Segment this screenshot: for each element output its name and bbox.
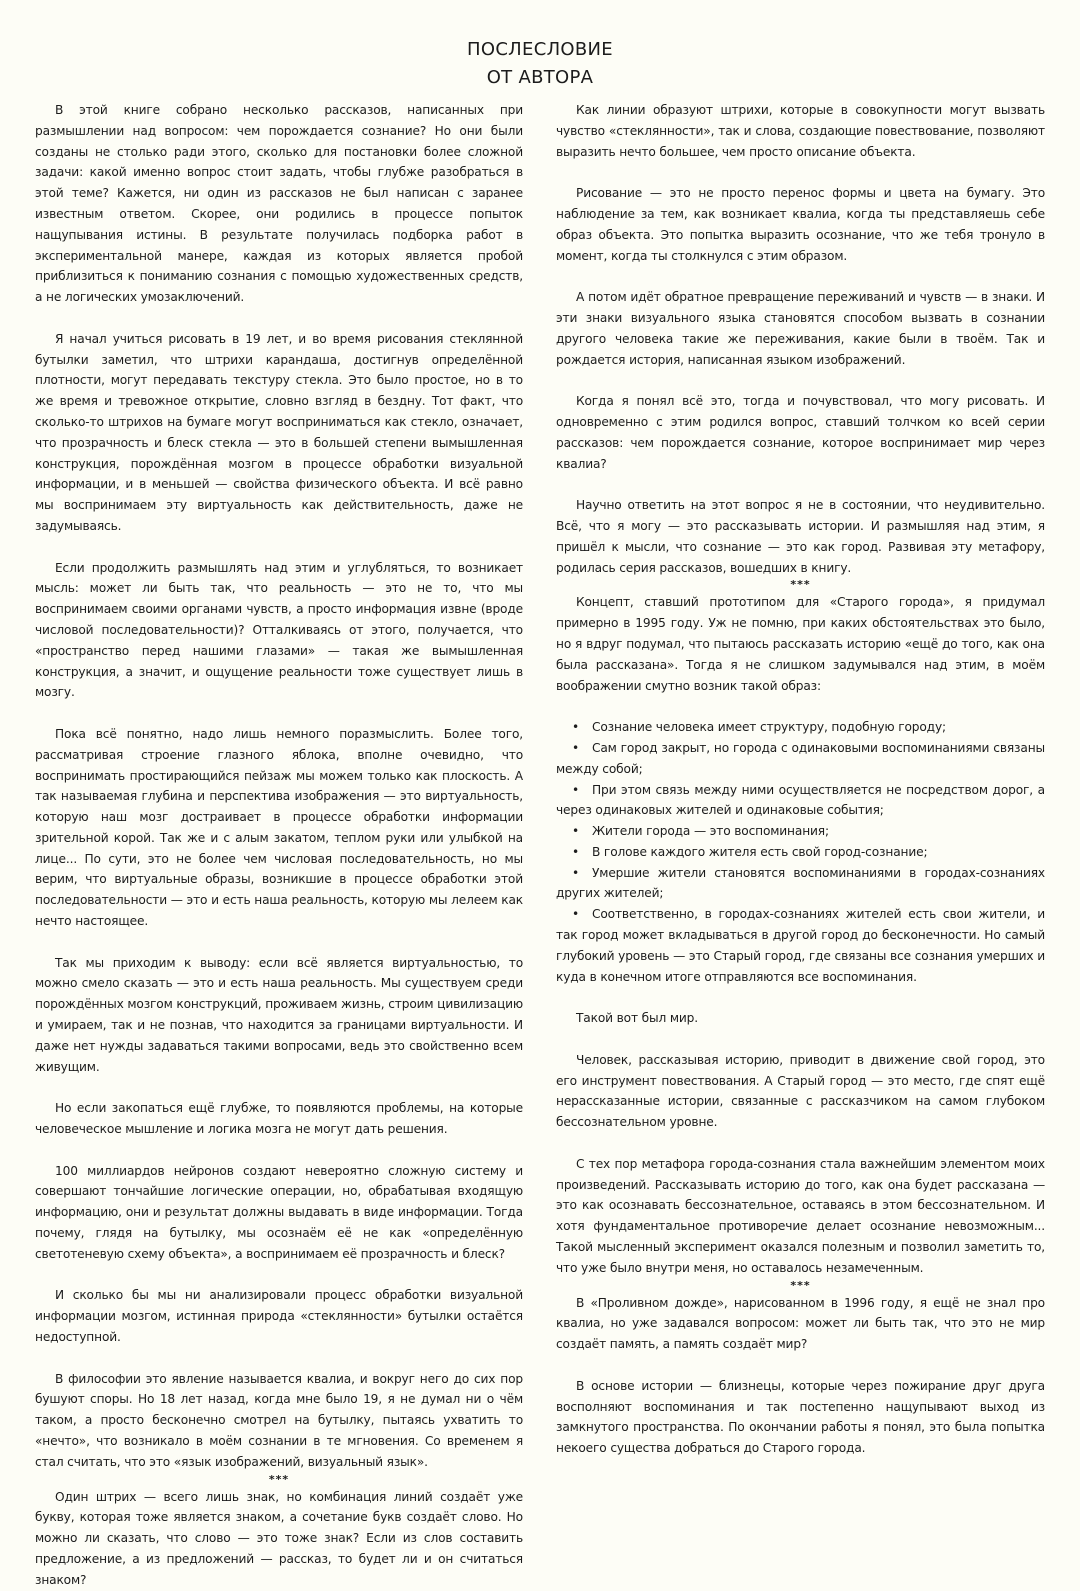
paragraph: В основе истории — близнецы, которые через пожирание друг друга восполняют воспоминания и так постепенно нащупывают выход из замкнутого пространства. По окончании работы я понял, это была попытка некоего существа добраться до Старого города. — [556, 1378, 1045, 1456]
list-item: • Сознание человека имеет структуру, подобную городу; — [556, 717, 1045, 738]
list-item: • В голове каждого жителя есть свой город-сознание; — [556, 842, 1045, 863]
paragraph: В «Проливном дожде», нарисованном в 1996 году, я ещё не знал про квалиа, но уже задавался вопросом: может ли быть так, что это не мир создаёт память, а память создаёт мир? — [556, 1295, 1045, 1352]
section-separator: *** — [790, 578, 811, 592]
paragraph: С тех пор метафора города-сознания стала важнейшим элементом моих произведений. Рассказывать историю до того, как она будет рассказана — это как осознавать бессознательное, оставаясь в этом бессознательном. И хотя фундаментальное противоречие делает осознание невозможным... Такой мысленный эксперимент оказался полезным и позволил заметить то, что уже было внутри меня, но оставалось незамеченным. — [556, 1156, 1045, 1275]
paragraph: И сколько бы мы ни анализировали процесс обработки визуальной информации мозгом, истинная природа «стеклянности» бутылки остаётся недоступной. — [35, 1288, 523, 1345]
title-line-2: ОТ АВТОРА — [486, 67, 594, 88]
bullet-icon: • — [572, 824, 580, 839]
paragraph: Человек, рассказывая историю, приводит в движение свой город, это его инструмент повествования. А Старый город — это место, где спят ещё нерассказанные истории, связанные с рассказчиком на самом глубоком бессознательном уровне. — [556, 1052, 1045, 1130]
paragraph: Такой вот был мир. — [576, 1011, 698, 1026]
paragraph: 100 миллиардов нейронов создают невероятно сложную систему и совершают тончайшие логические операции, но, обрабатывая входящую информацию, они и результат должны выдавать в виде информации. Тогда почему, глядя на бутылку, мы осознаём её не как «определённую светотеневую схему объекта», а воспринимаем её прозрачность и блеск? — [35, 1163, 523, 1261]
paragraph: В этой книге собрано несколько рассказов, написанных при размышлении над вопросом: чем порождается сознание? Но они были созданы не столько ради этого, сколько для постановки более сложной задачи: какой именно вопрос стоит задать, чтобы глубже разобраться в этой теме? Кажется, ни один из рассказов не был написан с заранее известным ответом. Скорее, они родились в процессе попыток нащупывания истины. В результате получилась подборка работ в экспериментальной манере, каждая из которых является пробой приблизиться к пониманию сознания с помощью художественных средств, а не логических умозаключений. — [35, 103, 523, 305]
title-line-1: ПОСЛЕСЛОВИЕ — [467, 39, 613, 60]
paragraph: В философии это явление называется квалиа, и вокруг него до сих пор бушуют споры. Но 18 лет назад, когда мне было 19, я не думал ни о чём таком, а просто бесконечно смотрел на бутылку, пытаясь ухватить то «нечто», что возникало в моём сознании в те мгновения. Со временем я стал считать, что это «язык изображений, визуальный язык». — [35, 1371, 523, 1469]
paragraph: Если продолжить размышлять над этим и углубляться, то возникает мысль: может ли быть так, что реальность — это не то, что мы воспринимаем своими органами чувств, а просто информация извне (вроде числовой последовательности)? Отталкиваясь от этого, получается, что «пространство перед нашими глазами» — такая же вымышленная конструкция, а значит, и ощущение реальности тоже существует лишь в мозгу. — [35, 560, 523, 700]
left-column — [35, 100, 523, 1591]
page-title — [0, 36, 1080, 92]
list-item: • Соответственно, в городах-сознаниях жителей есть свои жители, и так город может вкладываться в другой город до бесконечности. Но самый глубокий уровень — это Старый город, где связаны все сознания умерших и куда в конечном итоге отправляются все воспоминания. — [556, 904, 1045, 987]
paragraph: Но если закопаться ещё глубже, то появляются проблемы, на которые человеческое мышление и логика мозга не могут дать решения. — [35, 1101, 523, 1137]
list-item: • Сам город закрыт, но города с одинаковыми воспоминаниями связаны между собой; — [556, 738, 1045, 780]
bullet-icon: • — [572, 844, 580, 859]
list-item: • При этом связь между ними осуществляется не посредством дорог, а через одинаковых жителей и одинаковые события; — [556, 780, 1045, 822]
paragraph: Так мы приходим к выводу: если всё является виртуальностью, то можно смело сказать — это и есть наша реальность. Мы существуем среди порождённых мозгом конструкций, проживаем жизнь, строим цивилизацию и умираем, так и не познав, что находится за границами виртуальности. И даже нет нужды задаваться такими вопросами, ведь это свойственно всем живущим. — [35, 955, 523, 1074]
paragraph: А потом идёт обратное превращение переживаний и чувств — в знаки. И эти знаки визуального языка становятся способом вызвать в сознании другого человека такие же переживания, какие были в твоём. Так и рождается история, написанная языком изображений. — [556, 290, 1045, 367]
right-column — [556, 100, 1045, 1459]
section-separator: *** — [790, 1278, 811, 1292]
concept-list — [556, 717, 1045, 987]
paragraph: Один штрих — всего лишь знак, но комбинация линий создаёт уже букву, которая тоже является знаком, а сочетание букв создаёт слово. Но можно ли сказать, что слово — это тоже знак? Если из слов составить предложение, а из предложений — рассказ, то будет ли и он считаться знаком? — [35, 1489, 523, 1587]
paragraph: Концепт, ставший прототипом для «Старого города», я придумал примерно в 1995 году. Уж не помню, при каких обстоятельствах это было, но я вдруг подумал, что пытаюсь рассказать историю «ещё до того, как она была рассказана». Тогда я не слишком задумывался над этим, в моём воображении смутно возник такой образ: — [556, 595, 1045, 693]
paragraph: Рисование — это не просто перенос формы и цвета на бумагу. Это наблюдение за тем, как возникает квалиа, когда ты представляешь себе образ объекта. Это попытка выразить осознание, что же тебя тронуло в момент, когда ты столкнулся с этим образом. — [556, 186, 1045, 263]
paragraph: Научно ответить на этот вопрос я не в состоянии, что неудивительно. Всё, что я могу — это рассказывать истории. И размышляя над этим, я пришёл к мысли, что сознание — это как город. Развивая эту метафору, родилась серия рассказов, вошедших в книгу. — [556, 498, 1045, 575]
bullet-icon: • — [572, 782, 580, 797]
list-item: • Жители города — это воспоминания; — [556, 821, 1045, 842]
paragraph: Пока всё понятно, надо лишь немного поразмыслить. Более того, рассматривая строение глазного яблока, вполне очевидно, что воспринимать простирающийся пейзаж мы можем только как плоскость. А так называемая глубина и перспектива изображения — это виртуальность, которую наш мозг достраивает в процессе обработки информации зрительной корой. Так же и с алым закатом, теплом руки или улыбкой на лице... По сути, это не более чем числовая последовательность, но мы верим, что виртуальные образы, возникшие в процессе обработки этой последовательности — это и есть наша реальность, которую мы лелеем как нечто настоящее. — [35, 726, 523, 929]
bullet-icon: • — [572, 865, 580, 880]
paragraph: Когда я понял всё это, тогда и почувствовал, что могу рисовать. И одновременно с этим родился вопрос, ставший толчком ко всей серии рассказов: чем порождается сознание, которое воспринимает мир через квалиа? — [556, 394, 1045, 471]
paragraph: Я начал учиться рисовать в 19 лет, и во время рисования стеклянной бутылки заметил, что штрихи карандаша, достигнув определённой плотности, могут передавать текстуру стекла. Это было простое, но в то же время и тревожное открытие, словно взгляд в бездну. Тот факт, что сколько-то штрихов на бумаге могут восприниматься как стекло, означает, что прозрачность и блеск стекла — это в большей степени вымышленная конструкция, порождённая мозгом в процессе обработки визуальной информации, и в меньшей — свойства физического объекта. И всё равно мы воспринимаем эту виртуальность как действительность, даже не задумываясь. — [35, 331, 523, 533]
section-separator: *** — [268, 1472, 290, 1486]
bullet-icon: • — [572, 740, 580, 755]
bullet-icon: • — [572, 720, 580, 735]
bullet-icon: • — [572, 907, 580, 922]
paragraph: Как линии образуют штрихи, которые в совокупности могут вызвать чувство «стеклянности», так и слова, создающие повествование, позволяют выразить нечто большее, чем просто описание объекта. — [556, 103, 1045, 159]
list-item: • Умершие жители становятся воспоминаниями в городах-сознаниях других жителей; — [556, 863, 1045, 905]
